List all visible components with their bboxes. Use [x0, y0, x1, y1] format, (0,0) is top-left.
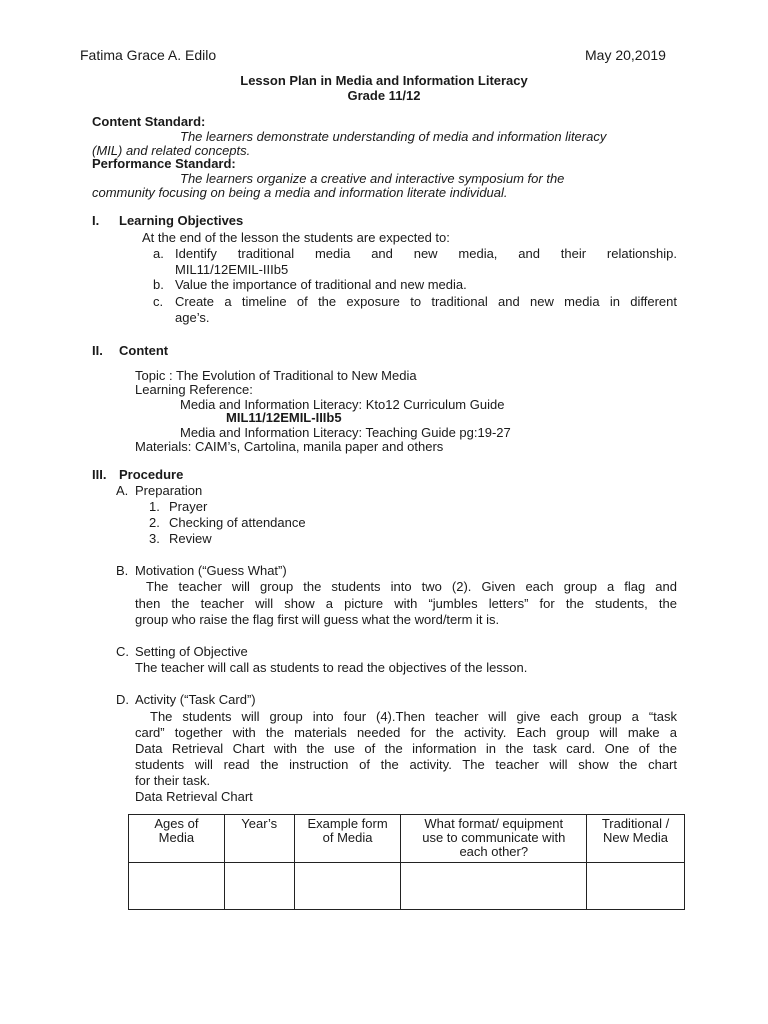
content-standard-heading: Content Standard: — [92, 114, 206, 129]
activity-text-4: students will read the instruction of the activity. The teacher will show the chart — [135, 757, 677, 772]
objectives-intro: At the end of the lesson the students are expected to: — [142, 230, 450, 245]
content-standard-text-2: (MIL) and related concepts. — [92, 143, 251, 158]
procedure-b-label: B. — [116, 563, 129, 578]
author-name: Fatima Grace A. Edilo — [80, 47, 217, 63]
document-title: Lesson Plan in Media and Information Literacy — [240, 73, 528, 88]
learning-reference-label: Learning Reference: — [135, 382, 253, 397]
section-1-numeral: I. — [92, 213, 100, 228]
procedure-c-label: C. — [116, 644, 129, 659]
section-2-numeral: II. — [92, 343, 103, 358]
activity-text-3: Data Retrieval Chart with the use of the information in the task card. One of the — [135, 741, 677, 756]
document-subtitle: Grade 11/12 — [347, 88, 421, 103]
motivation-text-2: then the teacher will show a picture with “jumbles letters” for the students, the — [135, 596, 677, 611]
performance-standard-heading: Performance Standard: — [92, 156, 236, 171]
objective-b-text: Value the importance of traditional and new media. — [175, 277, 467, 292]
header-traditional-new: Traditional / New Media — [587, 815, 685, 863]
table-cell-empty — [587, 863, 685, 910]
objective-c-text: Create a timeline of the exposure to traditional and new media in different — [175, 294, 677, 309]
section-1-heading: Learning Objectives — [119, 213, 244, 228]
table-row — [129, 863, 685, 910]
prep-step-1-text: Prayer — [169, 499, 208, 514]
table-header-row — [129, 815, 685, 863]
section-3-numeral: III. — [92, 467, 107, 482]
reference-curriculum-guide: Media and Information Literacy: Kto12 Curriculum Guide — [180, 397, 505, 412]
performance-standard-text-1: The learners organize a creative and interactive symposium for the — [180, 171, 565, 186]
objective-b-marker: b. — [153, 277, 164, 292]
motivation-text-1: The teacher will group the students into two (2). Given each group a flag and — [146, 579, 677, 594]
header-example-form: Example form of Media — [294, 815, 401, 863]
data-retrieval-chart-table — [128, 814, 685, 910]
reference-teaching-guide: Media and Information Literacy: Teaching Guide pg:19-27 — [180, 425, 511, 440]
procedure-a-title: Preparation — [135, 483, 203, 498]
prep-step-3-number: 3. — [149, 531, 160, 546]
activity-text-5: for their task. — [135, 773, 211, 788]
table-cell-empty — [129, 863, 225, 910]
procedure-b-title: Motivation (“Guess What”) — [135, 563, 287, 578]
section-2-heading: Content — [119, 343, 169, 358]
header-ages-of-media: Ages of Media — [129, 815, 225, 863]
performance-standard-text-2: community focusing on being a media and information literate individual. — [92, 185, 508, 200]
header-format-equipment: What format/ equipment use to communicate with each other? — [401, 815, 587, 863]
table-cell-empty — [401, 863, 587, 910]
objective-a-marker: a. — [153, 246, 164, 261]
procedure-c-title: Setting of Objective — [135, 644, 248, 659]
objective-c-text-2: age’s. — [175, 310, 210, 325]
materials-line: Materials: CAIM’s, Cartolina, manila paper and others — [135, 439, 444, 454]
prep-step-2-text: Checking of attendance — [169, 515, 306, 530]
header-years: Year’s — [224, 815, 294, 863]
procedure-d-label: D. — [116, 692, 129, 707]
motivation-text-3: group who raise the flag first will guess what the word/term it is. — [135, 612, 500, 627]
activity-text-1: The students will group into four (4).Then teacher will give each group a “task — [150, 709, 677, 724]
content-standard-text-1: The learners demonstrate understanding of media and information literacy — [180, 129, 607, 144]
data-retrieval-chart-label: Data Retrieval Chart — [135, 789, 253, 804]
activity-text-2: card” together with the materials needed for the activity. Each group will make a — [135, 725, 677, 740]
table-cell-empty — [224, 863, 294, 910]
prep-step-2-number: 2. — [149, 515, 160, 530]
objective-a-text: Identify traditional media and new media, and their relationship. — [175, 246, 677, 261]
objective-c-marker: c. — [153, 294, 164, 309]
prep-step-3-text: Review — [169, 531, 212, 546]
procedure-d-title: Activity (“Task Card”) — [135, 692, 256, 707]
prep-step-1-number: 1. — [149, 499, 160, 514]
procedure-a-label: A. — [116, 483, 129, 498]
table-cell-empty — [294, 863, 401, 910]
topic-line: Topic : The Evolution of Traditional to New Media — [135, 368, 417, 383]
objective-setting-text: The teacher will call as students to read the objectives of the lesson. — [135, 660, 528, 675]
document-date: May 20,2019 — [585, 47, 666, 63]
reference-code: MIL11/12EMIL-IIIb5 — [226, 410, 342, 425]
objective-a-code: MIL11/12EMIL-IIIb5 — [175, 262, 289, 277]
section-3-heading: Procedure — [119, 467, 184, 482]
